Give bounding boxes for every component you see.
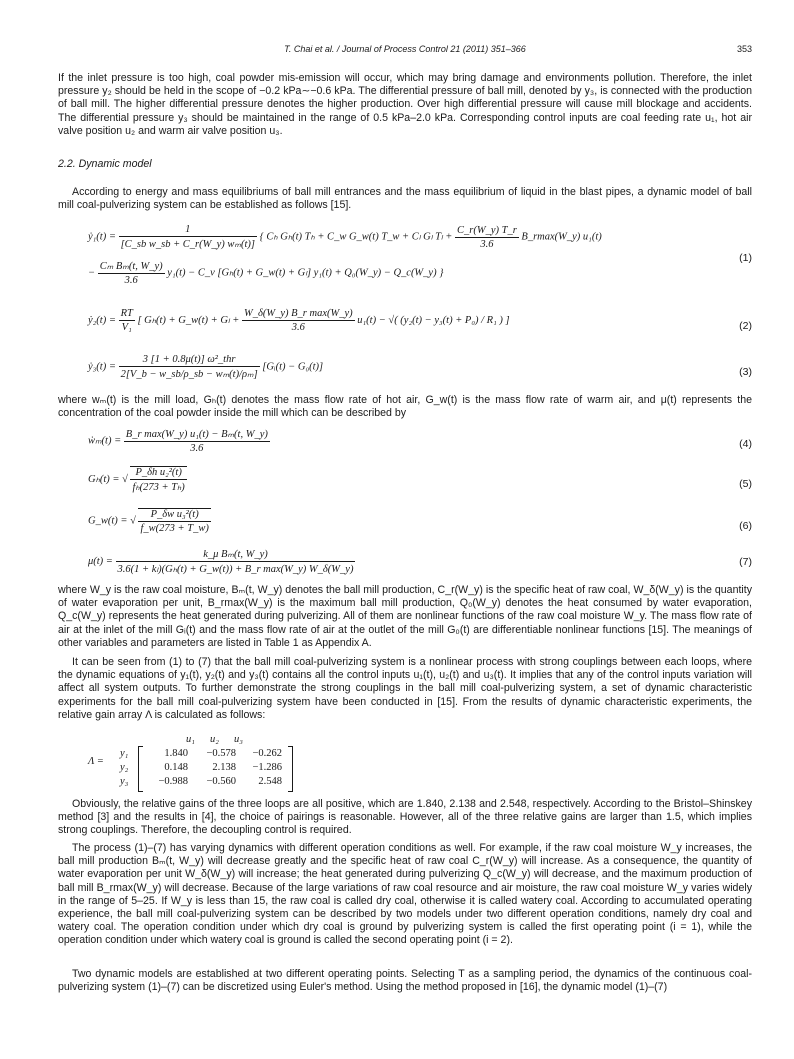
fraction: $\frac{C\_r(W\_y) T\_r}{3.6}$ xyxy=(456,224,517,250)
equation-1: ẏ₁(t) = $\frac{1}{\text{[C\_sb w\_sb + C\_r(W\_y) wₘ(t)]}}$ { Cₕ Gₕ(t) Tₕ + C_w G_w(t) T_w + Cₗ Gₗ Tₗ + $\frac{C\_r(W\_y) T\_r}{3.6}$ B_rmax(W_y) u₁(t) − $\frac{\text{Cₘ Bₘ(t, W\_y)}}{3.6}$ y₁(t) − C_v [Gₕ(t) + G_w(t) + Gₗ] y₁(t) + Q₀(W_y) − Q_c(W_y) } (1) xyxy=(88,224,752,286)
equation-number: (1) xyxy=(739,252,752,264)
rga-symbol: Λ = xyxy=(88,756,104,767)
equation-number: (5) xyxy=(739,478,752,490)
paragraph-variable-definitions: where W_y is the raw coal moisture, Bₘ(t, W_y) denotes the ball mill production, C_r(W_y) is the specific heat of raw coal, W_δ(W_y) is the quantity of water evaporation per unit, B_rmax(W_y) is the maximum ball mill production, Q₀(W_y) denotes the heat consumed by water evaporation, Q_c(W_y) represents the heat generated during pulverizing. All of them are nonlinear functions of the raw coal moisture W_y. The mass flow rate of air at the inlet of the mill Gᵢ(t) and the mass flow rate of air at the outlet of the mill G₀(t) are differentiable nonlinear functions [15]. The meanings of other variables and parameters are listed in Table 1 as Appendix A. xyxy=(58,584,752,649)
equation-2: ẏ₂(t) = $\frac{RT}{\text{V₁}}$ [ Gₕ(t) + G_w(t) + Gₗ + $\frac{\text{W\_δ(W\_y) B\_r max(W\_y)}}{3.6}$ u₁(t) − √( (y₂(t) − y₃(t) + P₀) / R₁ ) ] (2) xyxy=(88,308,752,333)
row-header: y₂ xyxy=(120,762,129,773)
equation-number: (4) xyxy=(739,438,752,450)
matrix-cell: −0.988 xyxy=(158,776,188,787)
col-header: u₁ xyxy=(186,734,195,745)
paragraph-varying-dynamics: The process (1)–(7) has varying dynamics with different operation conditions as well. For example, if the raw coal moisture W_y increases, the ball mill production Bₘ(t, W_y) will decrease greatly and the specific heat of raw coal C_r(W_y) will increase. As a consequence, the quantity of water evaporation per unit W_δ(W_y) will increase; the heat generated during pulverizing Q_c(W_y) will decrease, and the maximum production of ball mill B_rmax(W_y) will decrease. Because of the large variations of raw coal resource and air moisture, the raw coal moisture W_y varies widely in the range of 5–25. If W_y is less than 15, the raw coal is called dry coal, otherwise it is called watery coal. According to accumulated operating experience, the ball mill coal-pulverizing system can be described by two models under two different operation conditions, namely dry coal and watery coal. The operation condition under which dry coal is ground by pulverizing system is called the first operating point (i = 1), while the operation condition under which watery coal is ground is called the second operating point (i = 2). xyxy=(58,842,752,947)
equation-3: ẏ₃(t) = $\frac{\text{3 [1 + 0.8μ(t)] ω²\_thr}}{\text{2[V\_b − w\_sb/ρ\_sb − wₘ(t)/ρₘ]}}$ [Gᵢ(t) − G₀(t)] (3) xyxy=(88,354,752,380)
col-header: u₃ xyxy=(234,734,243,745)
col-header: u₂ xyxy=(210,734,219,745)
paragraph-mill-load: where wₘ(t) is the mill load, Gₕ(t) denotes the mass flow rate of hot air, G_w(t) is the mass flow rate of warm air, and μ(t) represents the concentration of the coal powder inside the mill which can be described by xyxy=(58,394,752,420)
equation-7: μ(t) = $\frac{\text{k\_μ Bₘ(t, W\_y)}}{\text{3.6(1 + kₗ)(Gₕ(t) + G\_w(t)) + B\_r max(W\_y) W\_δ(W\_y)}}$ (7) xyxy=(88,549,752,575)
relative-gain-array xyxy=(88,734,318,792)
matrix-cell: 2.548 xyxy=(258,776,282,787)
equation-number: (7) xyxy=(739,556,752,568)
paragraph-relative-gains: Obviously, the relative gains of the three loops are all positive, which are 1.840, 2.138 and 2.548, respectively. According to the Bristol–Shinskey method [3] and the results in [4], the choice of pairings is reasonable. However, all of the three relative gains are larger than 1.5, which implies strong couplings. Therefore, the decoupling control is required. xyxy=(58,798,752,837)
row-header: y₁ xyxy=(120,748,129,759)
fraction: $\frac{\text{k\_μ Bₘ(t, W\_y)}}{\text{3.6(1 + kₗ)(Gₕ(t) + G\_w(t)) + B\_r max(W\_y) W\_δ(W\_y)}}$ xyxy=(117,549,354,575)
matrix-bracket-right xyxy=(288,746,293,792)
equation-4: ẇₘ(t) = $\frac{\text{B\_r max(W\_y) u₁(t) − Bₘ(t, W\_y)}}{3.6}$ (4) xyxy=(88,429,752,454)
equation-6: G_w(t) = √ $\frac{\text{P\_δw u₃²(t)}}{f\_w(273 + T\_w)}$ (6) xyxy=(88,509,752,534)
journal-citation: T. Chai et al. / Journal of Process Control 21 (2011) 351–366 xyxy=(284,44,526,54)
page-number: 353 xyxy=(736,44,752,54)
fraction: $\frac{\text{W\_δ(W\_y) B\_r max(W\_y)}}{3.6}$ xyxy=(243,308,353,333)
equation-number: (3) xyxy=(739,366,752,378)
row-header: y₃ xyxy=(120,776,129,787)
matrix-cell: 1.840 xyxy=(164,748,188,759)
paragraph-two-models: Two dynamic models are established at two different operating points. Selecting T as a sampling period, the dynamics of the continuous coal-pulverizing system (1)–(7) can be discretized using Euler's method. Using the method proposed in [16], the dynamic model (1)–(7) xyxy=(58,968,752,994)
equation-number: (2) xyxy=(739,320,752,332)
matrix-cell: −0.560 xyxy=(206,776,236,787)
running-header xyxy=(58,44,752,58)
matrix-cell: 0.148 xyxy=(164,762,188,773)
paragraph-model-intro: According to energy and mass equilibriums of ball mill entrances and the mass equilibrium of liquid in the blast pipes, a dynamic model of ball mill coal-pulverizing system can be established as follows [15]. xyxy=(58,186,752,212)
fraction: $\frac{\text{Cₘ Bₘ(t, W\_y)}}{3.6}$ xyxy=(99,261,163,286)
paragraph-inlet-pressure: If the inlet pressure is too high, coal powder mis-emission will occur, which may bring damage and environments pollution. Therefore, the inlet pressure y₂ should be held in the scope of −0.2 kPa∼−0.6 kPa. The differential pressure of ball mill, denoted by y₃, is connected with the production of ball mill. The higher differential pressure denotes the higher production. Over high differential pressure will cause mill blockage and accidents. The differential pressure y₃ should be maintained in the range of 0.5 kPa–2.0 kPa. Corresponding control inputs are coal feeding rate u₁, hot air valve position u₂ and warm air valve position u₃. xyxy=(58,72,752,137)
matrix-cell: 2.138 xyxy=(212,762,236,773)
equation-5: Gₕ(t) = √ $\frac{\text{P\_δh u₂²(t)}}{\text{fₕ(273 + Tₕ)}}$ (5) xyxy=(88,467,752,493)
matrix-cell: −0.578 xyxy=(206,748,236,759)
paragraph-couplings: It can be seen from (1) to (7) that the ball mill coal-pulverizing system is a nonlinear process with strong couplings between each loops, where the dynamic equations of y₁(t), y₂(t) and y₃(t) contains all the control inputs u₁(t), u₂(t) and u₃(t). It implies that any of the control inputs variation will affect all system outputs. To further demonstrate the strong couplings in the ball mill coal-pulverizing system, a set of dynamic characteristic experiments for the ball mill coal-pulverizing system have been conducted in [15]. From the results of dynamic characteristic experiments, the relative gain array Λ is calculated as follows: xyxy=(58,656,752,721)
equation-number: (6) xyxy=(739,520,752,532)
fraction: $\frac{\text{P\_δh u₂²(t)}}{\text{fₕ(273 + Tₕ)}}$ xyxy=(132,467,185,493)
section-heading-dynamic-model: 2.2. Dynamic model xyxy=(58,158,152,170)
fraction: $\frac{\text{P\_δw u₃²(t)}}{f\_w(273 + T\_w)}$ xyxy=(140,509,209,534)
matrix-cell: −1.286 xyxy=(252,762,282,773)
matrix-cell: −0.262 xyxy=(252,748,282,759)
matrix-bracket-left xyxy=(138,746,143,792)
fraction: $\frac{1}{\text{[C\_sb w\_sb + C\_r(W\_y) wₘ(t)]}}$ xyxy=(120,224,255,250)
fraction: $\frac{\text{3 [1 + 0.8μ(t)] ω²\_thr}}{\text{2[V\_b − w\_sb/ρ\_sb − wₘ(t)/ρₘ]}}$ xyxy=(120,354,258,380)
fraction: $\frac{\text{B\_r max(W\_y) u₁(t) − Bₘ(t, W\_y)}}{3.6}$ xyxy=(125,429,268,454)
fraction: $\frac{RT}{\text{V₁}}$ xyxy=(120,308,133,333)
